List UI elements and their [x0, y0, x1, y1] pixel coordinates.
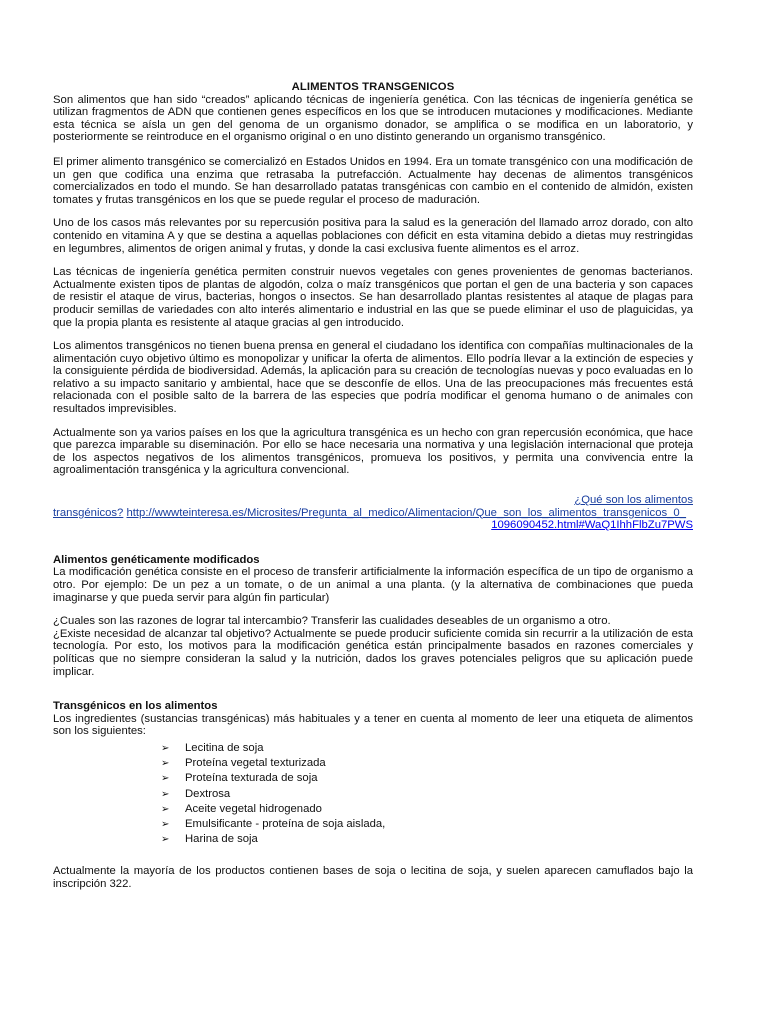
arrow-bullet-icon: ➢ — [161, 818, 170, 830]
paragraph-public-perception: Los alimentos transgénicos no tienen buena prensa en general el ciudadano los identifica con compañías multinacionales de la alimentación cuyo objetivo último es monopolizar y unificar la oferta de alimentos. Ello podría llevar a la extinción de especies y la consiguiente pérdida de biodiversidad. Además, la aplicación para su creación de tecnologías nuevas y poco evaluadas en lo relativo a su impacto sanitario y ambiental, hace que se desconfíe de ellos. Una de las preocupaciones más frecuentes está relacionada con el posible salto de la barrera de las especies que podría modificar el genoma humano o de animales con resultados imprevisibles. — [53, 340, 693, 416]
paragraph-gm-definition: La modificación genética consiste en el proceso de transferir artificialmente la información específica de un tipo de organismo a otro. Por ejemplo: De un pez a un tomate, o de un animal a una planta. (y la alternativa de combinaciones que pueda imaginarse y que pueda servir para algún fin particular) — [53, 566, 693, 604]
list-item: ➢ Emulsificante - proteína de soja aislada, — [161, 817, 693, 832]
reference-link-title-part2[interactable]: transgénicos? — [53, 506, 124, 519]
paragraph-current-situation: Actualmente son ya varios países en los que la agricultura transgénica es un hecho con gran repercusión económica, que hace que parezca imparable su diseminación. Por ello se hace necesaria una normativa y una legislación internacional que proteja de los aspectos negativos de los alimentos transgénicos, promueva los positivos, y permita una convivencia entre la agroalimentación transgénica y la agricultura convencional. — [53, 426, 693, 477]
arrow-bullet-icon: ➢ — [161, 803, 170, 815]
arrow-bullet-icon: ➢ — [161, 834, 170, 846]
paragraph-golden-rice: Uno de los casos más relevantes por su repercusión positiva para la salud es la generación del llamado arroz dorado, con alto contenido en vitamina A y que se destina a aquellas poblaciones con déficit en esta vitamina debido a dietas muy restringidas en legumbres, alimentos de origen animal y frutas, y donde la casi exclusiva fuente alimentos es el arroz. — [53, 217, 693, 255]
list-item: ➢ Lecitina de soja — [161, 741, 693, 756]
arrow-bullet-icon: ➢ — [161, 758, 170, 770]
paragraph-soy-closing: Actualmente la mayoría de los productos contienen bases de soja o lecitina de soja, y suelen aparecen camuflados bajo la inscripción 322. — [53, 865, 693, 890]
list-item: ➢ Harina de soja — [161, 832, 693, 847]
section-heading-gm-foods: Alimentos genéticamente modificados — [53, 553, 260, 566]
list-item: ➢ Proteína texturada de soja — [161, 771, 693, 786]
list-item: ➢ Proteína vegetal texturizada — [161, 756, 693, 771]
arrow-bullet-icon: ➢ — [161, 773, 170, 785]
document-title: ALIMENTOS TRANSGENICOS — [291, 81, 455, 93]
reference-link-url-part2[interactable]: 1096090452.html#WaQ1IhhFlbZu7PWS — [491, 519, 693, 532]
reference-link-title-part1[interactable]: ¿Qué son los alimentos — [574, 494, 693, 507]
reference-link-url-part1[interactable]: http://wwwteinteresa.es/Microsites/Pregunta_al_medico/Alimentacion/Que_son_los_alimentos_transgenicos_0_ — [126, 506, 686, 519]
paragraph-genetic-techniques: Las técnicas de ingeniería genética permiten construir nuevos vegetales con genes provenientes de genomas bacterianos. Actualmente existen tipos de plantas de algodón, colza o maíz transgénicos que portan el gen de una bacteria y son capaces de resistir el ataque de virus, bacterias, hongos o insectos. Se han desarrollado plantas resistentes al ataque de plagas para producir semillas de variedades con alto interés alimentario e industrial en las que se puede eliminar el uso de plaguicidas, ya que la propia planta es resistente al ataque gracias al gen introducido. — [53, 266, 693, 329]
paragraph-necessity-question: ¿Existe necesidad de alcanzar tal objetivo? Actualmente se puede producir suficiente comida sin recurrir a la utilización de esta tecnología. Por esto, los motivos para la modificación genética están principalmente basados en razones comerciales y políticas que no siempre consideran la salud y la nutrición, dados los graves potenciales peligros que su aplicación puede implicar. — [53, 627, 693, 678]
section-heading-transgenics-in-food: Transgénicos en los alimentos — [53, 700, 218, 713]
reference-link-block — [53, 494, 693, 532]
paragraph-ingredients-intro: Los ingredientes (sustancias transgénicas) más habituales y a tener en cuenta al momento de leer una etiqueta de alimentos son los siguientes: — [53, 712, 693, 738]
ingredients-list — [53, 741, 693, 847]
paragraph-first-transgenic-food: El primer alimento transgénico se comercializó en Estados Unidos en 1994. Era un tomate transgénico con una modificación de un gen que codifica una enzima que retrasaba la putrefacción. Actualmente hay decenas de alimentos transgénicos comercializados en todo el mundo. Se han desarrollado patatas transgénicas con cambio en el contenido de almidón, existen tomates y frutas transgénicos en los que se puede regular el proceso de maduración. — [53, 155, 693, 206]
paragraph-intro: Son alimentos que han sido “creados” aplicando técnicas de ingeniería genética. Con las técnicas de ingeniería genética se utilizan fragmentos de ADN que contienen genes específicos en los que se introducen mutaciones y modificaciones. Mediante esta técnica se aísla un gen del genoma de un organismo donador, se amplifica o se modifica en un laboratorio, y posteriormente se reintroduce en el organismo original o en uno distinto generando un organismo transgénico. — [53, 93, 693, 144]
arrow-bullet-icon: ➢ — [161, 788, 170, 800]
paragraph-reasons-question: ¿Cuales son las razones de lograr tal intercambio? Transferir las cualidades deseables de un organismo a otro. — [53, 615, 611, 628]
list-item: ➢ Aceite vegetal hidrogenado — [161, 802, 693, 817]
arrow-bullet-icon: ➢ — [161, 742, 170, 754]
list-item: ➢ Dextrosa — [161, 787, 693, 802]
